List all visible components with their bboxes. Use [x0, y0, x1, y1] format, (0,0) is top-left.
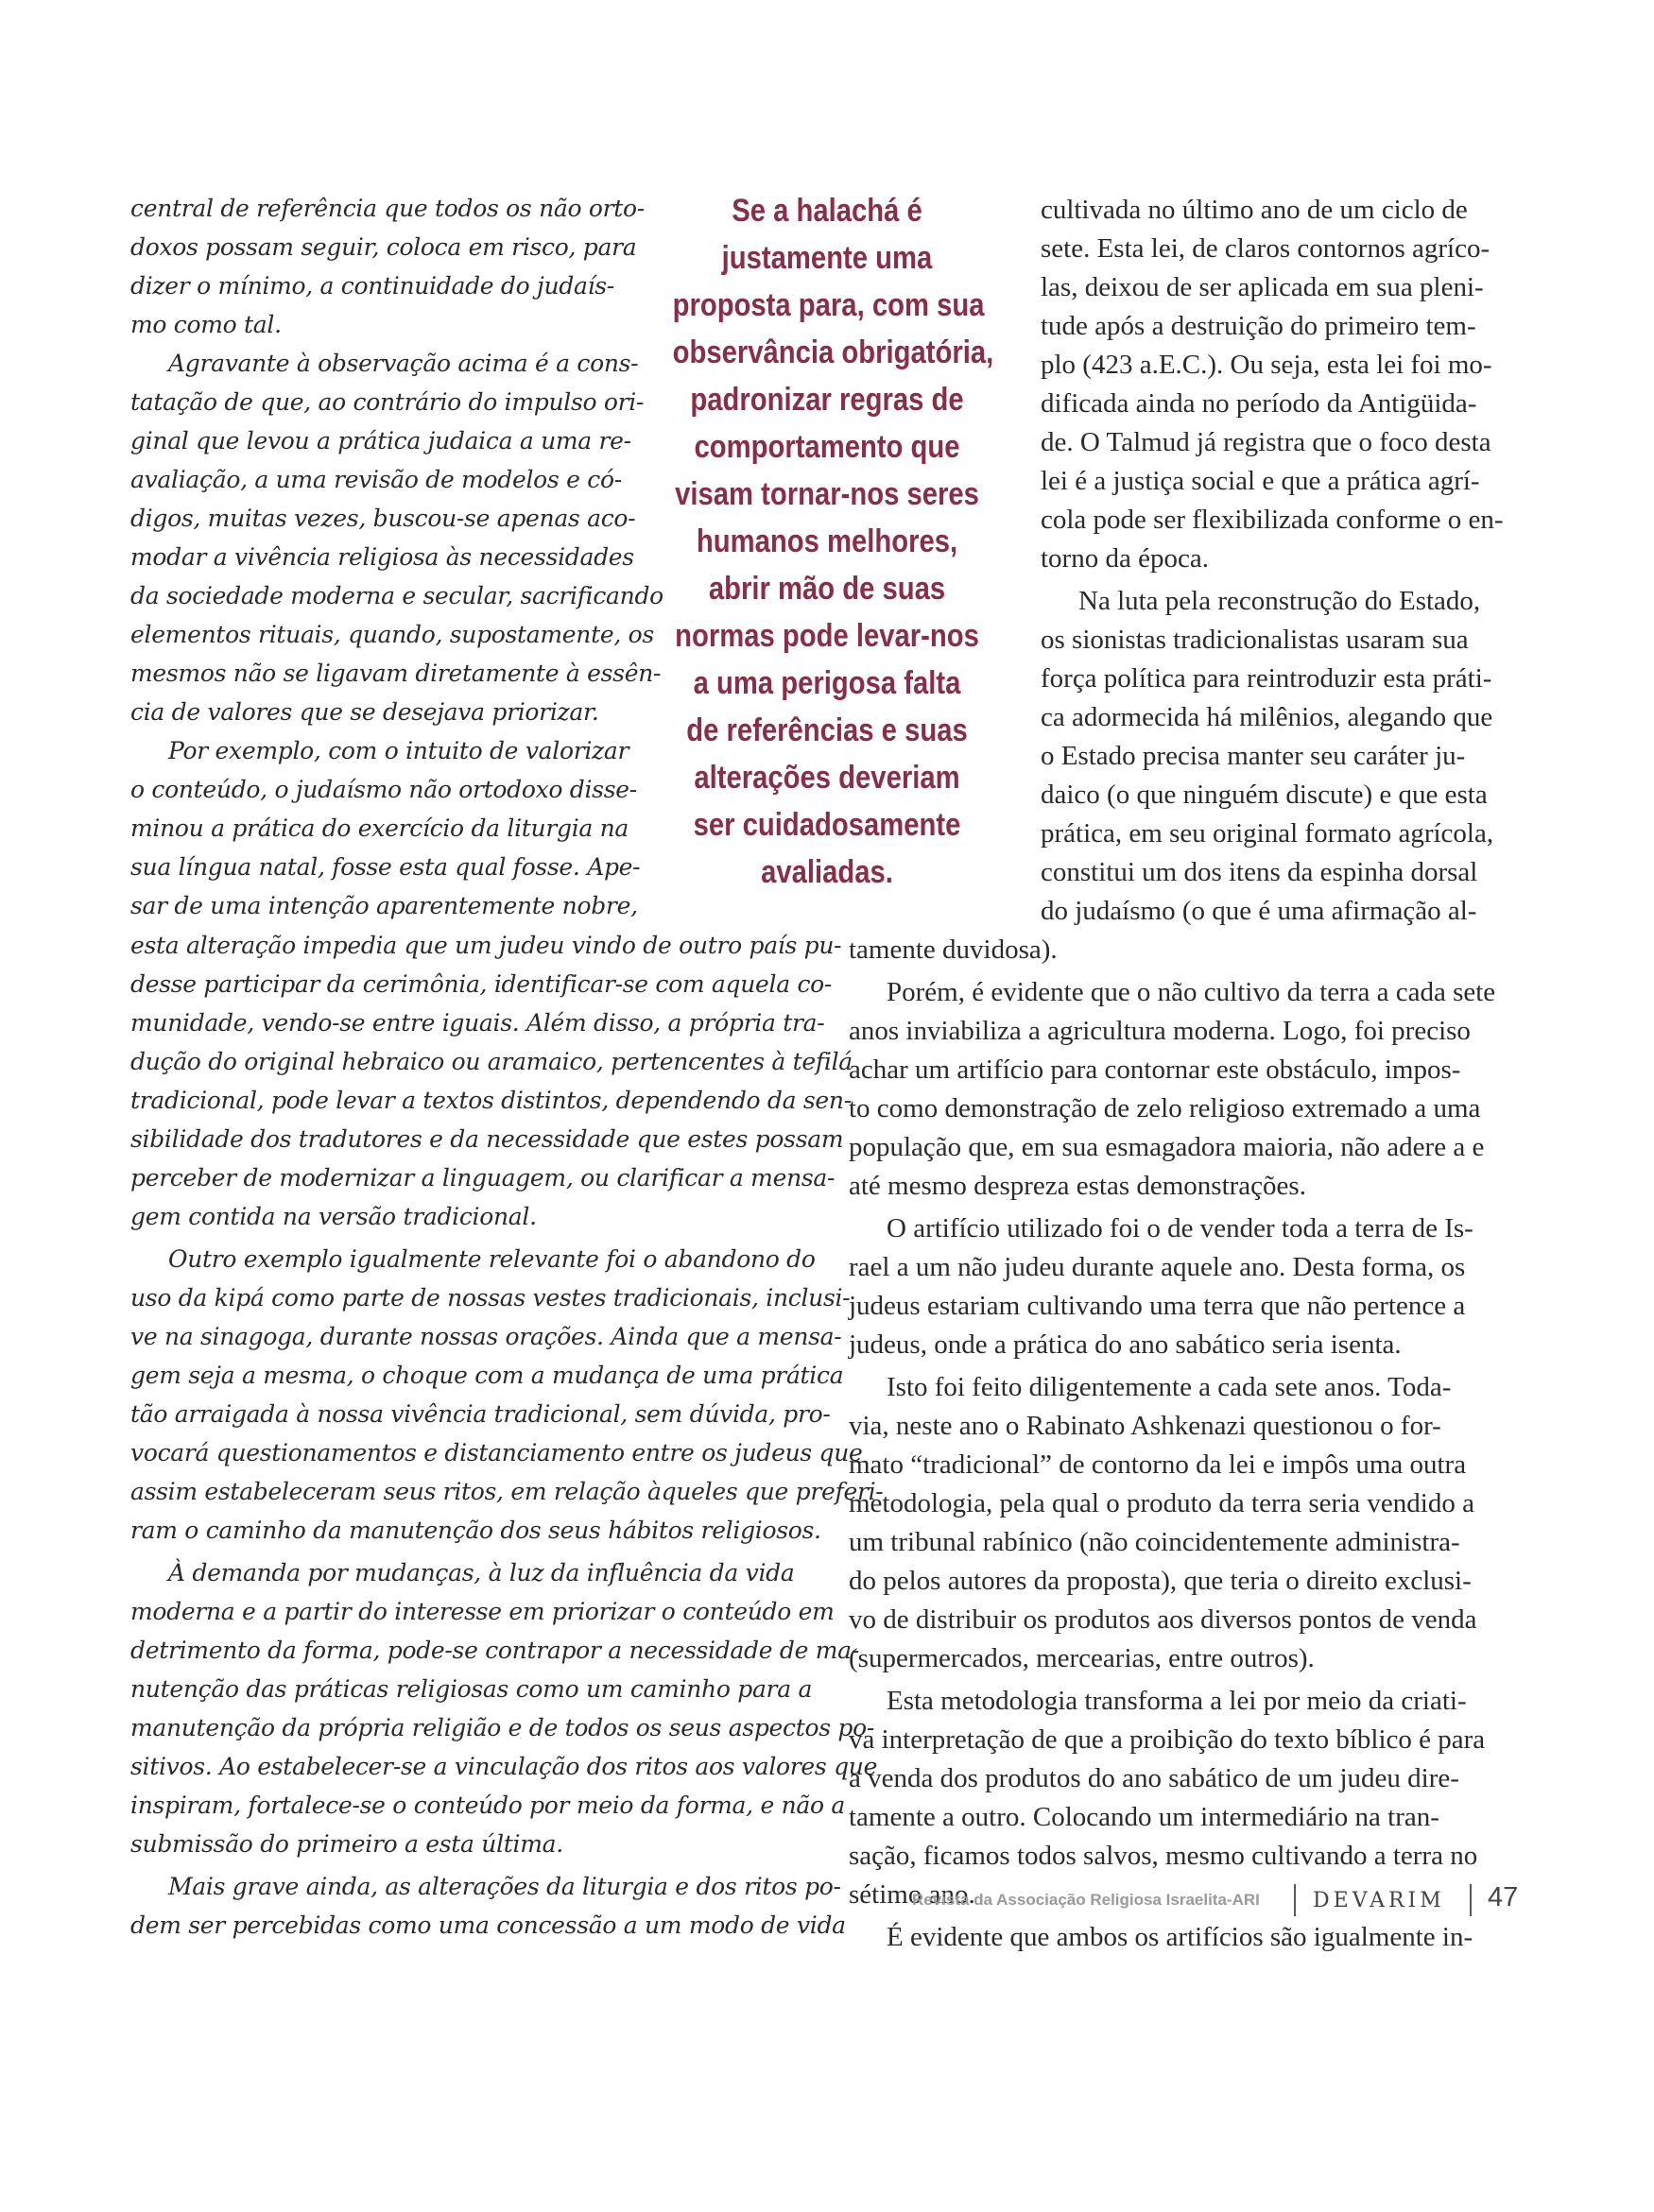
text-line: sitivos. Ao estabelecer-se a vinculação dos ritos aos valores que [130, 1753, 878, 1780]
text-line: cola pode ser flexibilizada conforme o en- [1041, 505, 1504, 535]
text-line: tatação de que, ao contrário do impulso ori- [130, 388, 645, 416]
text-line: Isto foi feito diligentemente a cada sete anos. Toda- [887, 1372, 1452, 1402]
text-line: sação, ficamos todos salvos, mesmo cultivando a terra no [849, 1841, 1478, 1871]
text-line: do pelos autores da proposta), que teria o direito exclusi- [849, 1566, 1472, 1596]
text-line: O artifício utilizado foi o de vender toda a terra de Is- [887, 1213, 1473, 1243]
text-line: plo (423 a.E.C.). Ou seja, esta lei foi mo- [1041, 350, 1492, 380]
text-line: vocará questionamentos e distanciamento entre os judeus que [130, 1439, 863, 1466]
text-line: torno da época. [1041, 543, 1209, 574]
pull-quote-line: de referências e suas [686, 712, 968, 748]
pull-quote-line: avaliadas. [761, 854, 893, 890]
text-line: to como demonstração de zelo religioso extremado a uma [849, 1093, 1481, 1123]
text-line: judeus, onde a prática do ano sabático seria isenta. [849, 1329, 1402, 1360]
text-line: prática, em seu original formato agrícola, [1041, 818, 1494, 849]
footer-divider [1294, 1884, 1296, 1916]
pull-quote-line: visam tornar-nos seres [675, 476, 979, 512]
text-line: constitui um dos itens da espinha dorsal [1041, 857, 1478, 887]
text-line: Esta metodologia transforma a lei por meio da criati- [887, 1686, 1467, 1716]
text-line: tradicional, pode levar a textos distintos, dependendo da sen- [130, 1087, 852, 1114]
text-line: tamente a outro. Colocando um intermediário na tran- [849, 1802, 1439, 1832]
text-line: vo de distribuir os produtos aos diversos pontos de venda [849, 1604, 1477, 1635]
text-line: lei é a justiça social e que a prática agrí- [1041, 466, 1480, 496]
pull-quote-line: observância obrigatória, [672, 334, 994, 370]
text-line: Outro exemplo igualmente relevante foi o abandono do [168, 1245, 816, 1273]
text-line: Porém, é evidente que o não cultivo da terra a cada sete [887, 977, 1496, 1007]
text-line: dizer o mínimo, a continuidade do judaís- [130, 272, 614, 300]
pull-quote-line: comportamento que [694, 429, 960, 465]
text-line: esta alteração impedia que um judeu vindo de outro país pu- [130, 932, 842, 959]
text-line: o conteúdo, o judaísmo não ortodoxo disse- [130, 776, 637, 803]
text-line: detrimento da forma, pode-se contrapor a necessidade de ma- [130, 1637, 859, 1664]
text-line: um tribunal rabínico (não coincidentemente administra- [849, 1527, 1460, 1557]
text-line: manutenção da própria religião e de todos os seus aspectos po- [130, 1714, 875, 1741]
pull-quote-line: humanos melhores, [696, 523, 958, 559]
text-line: força política para reintroduzir esta práti- [1041, 663, 1492, 694]
text-line: digos, muitas vezes, buscou-se apenas aco- [130, 505, 636, 532]
text-line: sétimo ano. [849, 1879, 975, 1910]
text-line: sete. Esta lei, de claros contornos agríco- [1041, 233, 1490, 264]
text-line: perceber de modernizar a linguagem, ou clarificar a mensa- [130, 1164, 836, 1192]
text-line: submissão do primeiro a esta última. [130, 1830, 563, 1858]
text-line: ginal que levou a prática judaica a uma re- [130, 427, 631, 454]
text-line: minou a prática do exercício da liturgia na [130, 814, 629, 842]
text-line: inspiram, fortalece-se o conteúdo por meio da forma, e não a [130, 1792, 845, 1819]
pull-quote-line: ser cuidadosamente [693, 807, 961, 843]
text-line: o Estado precisa manter seu caráter ju- [1041, 741, 1466, 771]
text-line: população que, em sua esmagadora maioria, não adere a e [849, 1132, 1485, 1162]
pull-quote-line: abrir mão de suas [708, 571, 946, 607]
brand-logo: DEVARIM [1313, 1889, 1445, 1912]
pull-quote-line: Se a halachá é [732, 193, 922, 229]
text-line: tamente duvidosa). [849, 935, 1058, 965]
text-line: va interpretação de que a proibição do texto bíblico é para [849, 1724, 1486, 1755]
text-line: À demanda por mudanças, à luz da influência da vida [168, 1559, 795, 1586]
text-line: dificada ainda no período da Antigüida- [1041, 388, 1477, 419]
text-line: Por exemplo, com o intuito de valorizar [168, 737, 629, 764]
text-line: Mais grave ainda, as alterações da liturgia e dos ritos po- [168, 1873, 841, 1900]
text-line: las, deixou de ser aplicada em sua pleni- [1041, 272, 1484, 302]
text-line: a venda dos produtos do ano sabático de um judeu dire- [849, 1763, 1459, 1793]
text-line: ram o caminho da manutenção dos seus hábitos religiosos. [130, 1517, 821, 1544]
text-line: dem ser percebidas como uma concessão a um modo de vida [130, 1912, 846, 1939]
text-line: elementos rituais, quando, supostamente, os [130, 621, 654, 648]
text-line: metodologia, pela qual o produto da terra seria vendido a [849, 1488, 1474, 1518]
text-line: mato “tradicional” de contorno da lei e impôs uma outra [849, 1449, 1467, 1480]
text-line: Agravante à observação acima é a cons- [168, 350, 639, 377]
text-line: anos inviabiliza a agricultura moderna. Logo, foi preciso [849, 1016, 1471, 1046]
pull-quote-line: justamente uma [721, 240, 933, 276]
text-line: cia de valores que se desejava priorizar. [130, 698, 599, 726]
text-line: moderna e a partir do interesse em priorizar o conteúdo em [130, 1598, 835, 1625]
text-line: achar um artifício para contornar este obstáculo, impos- [849, 1055, 1461, 1085]
footer-divider [1470, 1884, 1472, 1916]
text-line: do judaísmo (o que é uma afirmação al- [1041, 896, 1477, 926]
text-line: via, neste ano o Rabinato Ashkenazi questionou o for- [849, 1411, 1441, 1441]
text-line: (supermercados, mercearias, entre outros). [849, 1643, 1315, 1673]
text-line: gem seja a mesma, o choque com a mudança de uma prática [130, 1362, 844, 1389]
text-line: avaliação, a uma revisão de modelos e có- [130, 466, 622, 493]
text-line: sibilidade dos tradutores e da necessidade que estes possam [130, 1125, 844, 1153]
text-line: mesmos não se ligavam diretamente à essên- [130, 660, 662, 687]
text-line: desse participar da cerimônia, identificar-se com aquela co- [130, 970, 833, 998]
text-line: modar a vivência religiosa às necessidades [130, 543, 634, 571]
text-line: até mesmo despreza estas demonstrações. [849, 1171, 1306, 1201]
text-line: central de referência que todos os não orto- [130, 195, 645, 222]
pull-quote-line: alterações deveriam [694, 760, 960, 796]
text-line: É evidente que ambos os artifícios são igualmente in- [887, 1922, 1473, 1952]
text-line: sar de uma intenção aparentemente nobre, [130, 892, 638, 919]
text-line: rael a um não judeu durante aquele ano. Desta forma, os [849, 1252, 1466, 1282]
text-line: doxos possam seguir, coloca em risco, para [130, 233, 637, 261]
text-line: gem contida na versão tradicional. [130, 1203, 537, 1230]
text-line: judeus estariam cultivando uma terra que não pertence a [849, 1291, 1466, 1321]
page-number: 47 [1488, 1882, 1519, 1912]
pull-quote-line: a uma perigosa falta [693, 665, 961, 701]
text-line: tude após a destruição do primeiro tem- [1041, 311, 1476, 341]
text-line: daico (o que ninguém discute) e que esta [1041, 780, 1488, 810]
text-line: assim estabeleceram seus ritos, em relação àqueles que preferi- [130, 1478, 884, 1505]
text-line: de. O Talmud já registra que o foco desta [1041, 427, 1491, 457]
text-line: ve na sinagoga, durante nossas orações. Ainda que a mensa- [130, 1323, 842, 1350]
text-line: munidade, vendo-se entre iguais. Além disso, a própria tra- [130, 1009, 825, 1037]
text-line: da sociedade moderna e secular, sacrificando [130, 582, 663, 609]
text-line: os sionistas tradicionalistas usaram sua [1041, 625, 1469, 655]
text-line: mo como tal. [130, 311, 282, 338]
journal-name: Revista da Associação Religiosa Israelita-ARI [912, 1891, 1260, 1909]
pull-quote-line: padronizar regras de [690, 382, 964, 418]
text-line: dução do original hebraico ou aramaico, pertencentes à tefilá [130, 1048, 853, 1075]
text-line: nutenção das práticas religiosas como um caminho para a [130, 1675, 813, 1703]
text-line: uso da kipá como parte de nossas vestes tradicionais, inclusi- [130, 1284, 851, 1312]
text-line: tão arraigada à nossa vivência tradicional, sem dúvida, pro- [130, 1400, 831, 1428]
text-line: Na luta pela reconstrução do Estado, [1078, 586, 1481, 616]
pull-quote-line: proposta para, com sua [672, 287, 985, 323]
text-line: cultivada no último ano de um ciclo de [1041, 195, 1468, 225]
pull-quote-line: normas pode levar-nos [675, 618, 979, 654]
text-line: sua língua natal, fosse esta qual fosse. Ape- [130, 853, 641, 881]
text-line: ca adormecida há milênios, alegando que [1041, 702, 1493, 732]
